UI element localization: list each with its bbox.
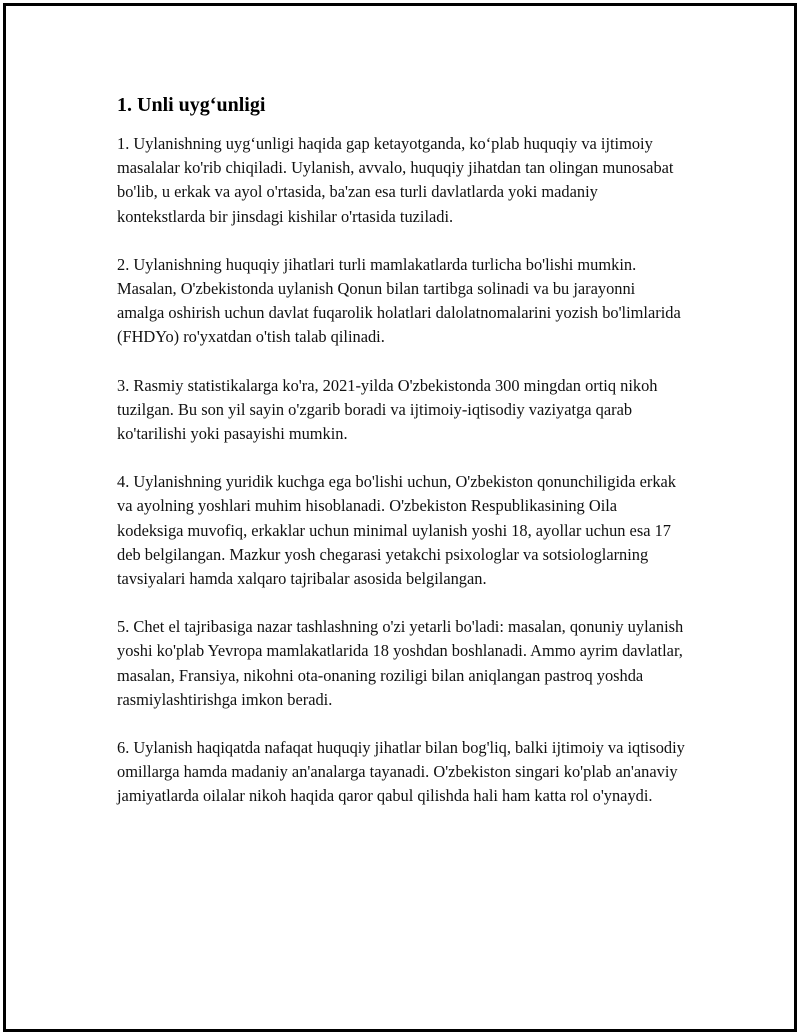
paragraph-6: 6. Uylanish haqiqatda nafaqat huquqiy jihatlar bilan bog'liq, balki ijtimoiy va iqtisodiy omillarga hamda madaniy an'analarga tayanadi. O'zbekiston singari ko'plab an'anaviy jamiyatlarda oilalar nikoh haqida qaror qabul qilishda hali ham katta rol o'ynaydi.: [117, 738, 685, 806]
paragraph-2: 2. Uylanishning huquqiy jihatlari turli mamlakatlarda turlicha bo'lishi mumkin. Masalan, O'zbekistonda uylanish Qonun bilan tartibga solinadi va bu jarayonni amalga oshirish uchun davlat fuqarolik holatlari dalolatnomalarini yozish bo'limlarida (FHDYo) ro'yxatdan o'tish talab qilinadi.: [117, 254, 681, 347]
section-heading: 1. Unli uyg‘unligi: [117, 94, 266, 116]
paragraph-3: 3. Rasmiy statistikalarga ko'ra, 2021-yilda O'zbekistonda 300 mingdan ortiq nikoh tuzilgan. Bu son yil sayin o'zgarib boradi va ijtimoiy-iqtisodiy vaziyatga qarab ko'tarilishi yoki pasayishi mumkin.: [117, 375, 658, 444]
document-body: [117, 92, 685, 833]
paragraph-1: 1. Uylanishning uyg‘unligi haqida gap ketayotganda, ko‘plab huquqiy va ijtimoiy masalalar ko'rib chiqiladi. Uylanish, avvalo, huquqiy jihatdan tan olingan munosabat bo'lib, u erkak va ayol o'rtasida, ba'zan esa turli davlatlarda yoki madaniy kontekstlarda bir jinsdagi kishilar o'rtasida tuziladi.: [117, 134, 674, 226]
paragraph-4: 4. Uylanishning yuridik kuchga ega bo'lishi uchun, O'zbekiston qonunchiligida erkak va ayolning yoshlari muhim hisoblanadi. O'zbekiston Respublikasining Oila kodeksiga muvofiq, erkaklar uchun minimal uylanish yoshi 18, ayollar uchun esa 17 deb belgilangan. Mazkur yosh chegarasi yetakchi psixologlar va sotsiologlarning tavsiyalari hamda xalqaro tajribalar asosida belgilangan.: [117, 472, 676, 589]
paragraph-5: 5. Chet el tajribasiga nazar tashlashning o'zi yetarli bo'ladi: masalan, qonuniy uylanish yoshi ko'plab Yevropa mamlakatlarida 18 yoshdan boshlanadi. Ammo ayrim davlatlar, masalan, Fransiya, nikohni ota-onaning roziligi bilan aniqlangan pastroq yoshda rasmiylashtirishga imkon beradi.: [117, 617, 684, 709]
